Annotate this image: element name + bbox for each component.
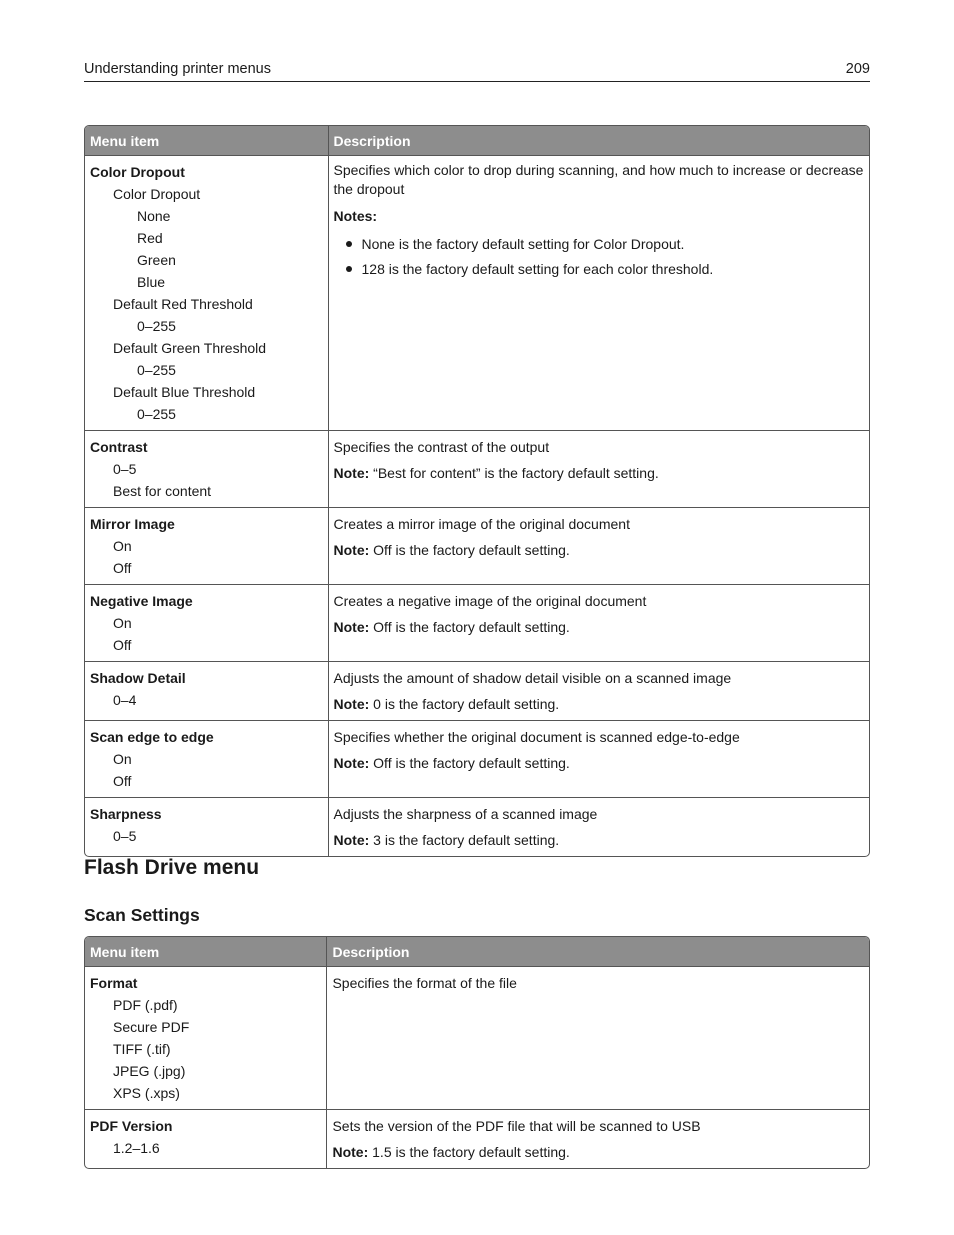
description-text: Specifies the contrast of the output [333,439,550,455]
description-text: Specifies whether the original document is scanned edge-to-edge [333,729,740,745]
notes-list [334,233,865,280]
page-header [84,60,870,82]
description-text: Specifies the format of the file [332,975,517,991]
description-cell [329,431,870,508]
menu-option: Default Green Threshold [113,340,267,356]
description-cell [329,662,870,721]
bullet-icon [346,241,352,247]
menu-item-cell [85,585,329,662]
table-header-row [85,937,869,967]
menu-item-cell [85,508,329,585]
running-title: Understanding printer menus [84,61,271,77]
menu-option: 0–4 [113,692,137,708]
list-item [334,258,865,280]
menu-option: On [113,615,132,631]
menu-item-title: Mirror Image [90,516,175,532]
menu-option: JPEG (.jpg) [113,1063,186,1079]
subsection-title: Scan Settings [84,905,200,925]
description-text: Adjusts the sharpness of a scanned image [333,806,598,822]
menu-option: On [113,538,132,554]
menu-item-title: PDF Version [90,1118,173,1134]
menu-option: None [137,208,171,224]
table-row [85,721,869,798]
menu-item-title: Color Dropout [90,164,185,180]
table-row [85,585,869,662]
description-cell [329,798,870,856]
description-text: Specifies which color to drop during scanning, and how much to increase or decrease the dropout [333,162,864,197]
menu-item-title: Shadow Detail [90,670,186,686]
description-text: Creates a mirror image of the original document [333,516,630,532]
table-row [85,798,869,856]
notes-label: Notes: [333,208,378,224]
description-cell [329,508,870,585]
note-line [334,539,865,561]
menu-item-title: Contrast [90,439,148,455]
description-cell [327,1110,869,1168]
menu-item-cell [85,431,329,508]
menu-option: Off [113,773,132,789]
menu-option: 0–255 [137,406,176,422]
menu-option: 1.2–1.6 [113,1140,160,1156]
description-text: Creates a negative image of the original document [333,593,647,609]
table-row [85,662,869,721]
menu-option: Best for content [113,483,212,499]
note-line [334,462,865,484]
column-header-description: Description [329,126,870,156]
menu-option: Red [137,230,163,246]
menu-item-cell [85,1110,327,1168]
note-label: Note: [333,696,370,712]
description-cell [329,156,870,431]
note-text: 0 is the factory default setting. [369,696,560,712]
note-text: Off is the factory default setting. [369,755,570,771]
note-line [334,829,865,851]
note-label: Note: [332,1144,369,1160]
note-label: Note: [333,619,370,635]
note-line [334,616,865,638]
menu-option: Off [113,560,132,576]
note-text: 128 is the factory default setting for each color threshold. [361,261,714,277]
scan-settings-table-continued [84,125,870,857]
menu-option: Default Blue Threshold [113,384,256,400]
table-header-row [85,126,869,156]
table-row [85,508,869,585]
menu-option: On [113,751,132,767]
menu-option: Blue [137,274,166,290]
menu-option: Secure PDF [113,1019,190,1035]
description-cell [329,721,870,798]
note-line [334,752,865,774]
menu-option: PDF (.pdf) [113,997,178,1013]
description-text: Adjusts the amount of shadow detail visible on a scanned image [333,670,732,686]
menu-option: 0–5 [113,828,137,844]
menu-option: 0–5 [113,461,137,477]
menu-option: Green [137,252,176,268]
page-number: 209 [845,61,870,77]
bullet-icon [346,266,352,272]
menu-option: 0–255 [137,362,176,378]
column-header-menu-item: Menu item [85,937,327,967]
menu-item-cell [85,721,329,798]
note-label: Note: [333,542,370,558]
menu-item-title: Format [90,975,138,991]
menu-option: Off [113,637,132,653]
menu-item-cell [85,967,327,1110]
note-label: Note: [333,832,370,848]
menu-item-title: Sharpness [90,806,162,822]
note-text: Off is the factory default setting. [369,542,570,558]
menu-option: Default Red Threshold [113,296,253,312]
note-text: None is the factory default setting for Color Dropout. [361,236,685,252]
menu-item-title: Scan edge to edge [90,729,214,745]
table-row [85,156,869,431]
menu-option: XPS (.xps) [113,1085,180,1101]
flash-drive-scan-settings-table [84,936,870,1169]
column-header-menu-item: Menu item [85,126,329,156]
list-item [334,233,865,255]
column-header-description: Description [327,937,869,967]
note-text: 3 is the factory default setting. [369,832,560,848]
menu-item-cell [85,156,329,431]
description-cell [327,967,869,1110]
note-line [334,693,865,715]
description-cell [329,585,870,662]
menu-option: Color Dropout [113,186,201,202]
note-text: “Best for content” is the factory default setting. [369,465,659,481]
table-row [85,967,869,1110]
section-title: Flash Drive menu [84,856,260,879]
menu-item-title: Negative Image [90,593,193,609]
note-line [332,1141,864,1163]
table-row [85,1110,869,1168]
note-label: Note: [333,755,370,771]
note-text: 1.5 is the factory default setting. [368,1144,570,1160]
menu-option: TIFF (.tif) [113,1041,171,1057]
menu-option: 0–255 [137,318,176,334]
menu-item-cell [85,798,329,856]
description-text: Sets the version of the PDF file that will be scanned to USB [332,1118,701,1134]
table-row [85,431,869,508]
note-label: Note: [333,465,370,481]
menu-item-cell [85,662,329,721]
note-text: Off is the factory default setting. [369,619,570,635]
